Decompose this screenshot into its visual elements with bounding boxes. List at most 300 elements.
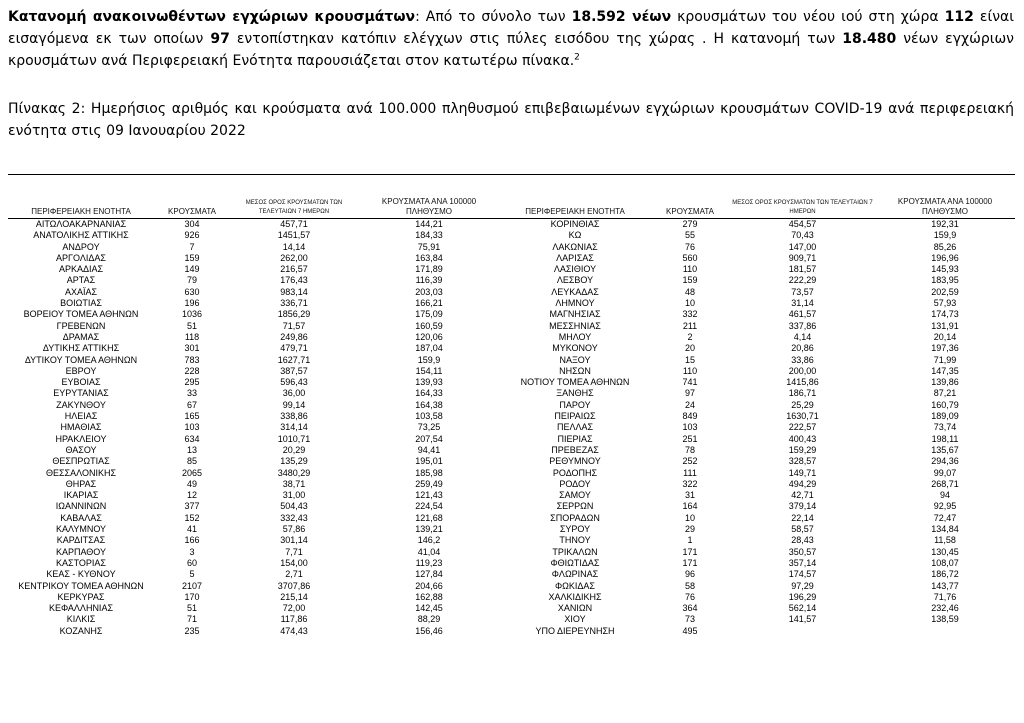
cell-right-cases: 10 (684, 298, 695, 309)
cell-left-region: ΘΕΣΠΡΩΤΙΑΣ (52, 456, 110, 467)
cell-right-per100k: 131,91 (931, 320, 959, 331)
table-row (8, 366, 1015, 377)
cell-left-avg7: 474,43 (280, 625, 308, 636)
cell-left-per100k: 103,58 (415, 411, 443, 422)
cell-right-cases: 159 (682, 275, 698, 286)
cell-left-region: ΘΗΡΑΣ (65, 478, 97, 489)
cell-right-region: ΝΟΤΙΟΥ ΤΟΜΕΑ ΑΘΗΝΩΝ (520, 377, 630, 388)
cell-left-region: ΚΑΛΥΜΝΟΥ (55, 524, 107, 535)
cell-right-region: ΝΑΞΟΥ (559, 354, 591, 365)
cell-left-per100k: 121,43 (415, 490, 443, 501)
cell-left-avg7: 1451,57 (277, 230, 311, 241)
cell-left-region: ΗΛΕΙΑΣ (64, 411, 98, 422)
cell-left-region: ΘΕΣΣΑΛΟΝΙΚΗΣ (45, 467, 117, 478)
cell-left-region: ΑΡΤΑΣ (66, 275, 96, 286)
cell-right-avg7: 25,29 (791, 399, 814, 410)
cell-left-per100k: 164,33 (415, 388, 443, 399)
cell-left-per100k: 116,39 (415, 275, 443, 286)
cell-right-avg7: 181,57 (788, 264, 817, 275)
cell-right-cases: 1 (687, 535, 693, 546)
intro-heading: Κατανομή ανακοινωθέντων εγχώριων κρουσμάτων (8, 9, 416, 25)
cell-left-avg7: 387,57 (280, 365, 308, 376)
cell-left-cases: 295 (184, 377, 200, 388)
cell-right-per100k: 108,07 (931, 557, 959, 568)
cell-left-per100k: 224,54 (415, 501, 443, 512)
cell-right-avg7: 141,57 (788, 614, 817, 625)
cell-right-region: ΚΩ (568, 230, 582, 241)
table-row (8, 321, 1015, 332)
cell-right-per100k: 192,31 (931, 219, 959, 229)
cell-right-region: ΜΗΛΟΥ (558, 331, 592, 342)
cell-right-per100k: 87,21 (933, 388, 957, 399)
cell-right-region: ΣΠΟΡΑΔΩΝ (550, 512, 600, 523)
domestic-cases: 18.480 (842, 31, 897, 47)
cell-right-cases: 110 (682, 365, 698, 376)
cell-right-avg7: 222,29 (788, 275, 817, 286)
cell-right-region: ΛΑΡΙΣΑΣ (556, 252, 594, 263)
table-row (8, 524, 1015, 535)
cell-right-per100k: 145,93 (931, 264, 959, 275)
cell-right-cases: 279 (682, 219, 698, 229)
cell-right-region: ΛΑΚΩΝΙΑΣ (552, 241, 598, 252)
cell-left-avg7: 314,14 (280, 422, 308, 433)
cell-left-cases: 2065 (181, 467, 203, 478)
gate-cases: 97 (210, 31, 230, 47)
cell-right-per100k: 147,35 (931, 365, 959, 376)
table-row (8, 513, 1015, 524)
cell-right-per100k: 186,72 (931, 569, 959, 580)
cell-right-region: ΣΥΡΟΥ (559, 524, 591, 535)
table-row (8, 287, 1015, 298)
cell-left-region: ΑΝΔΡΟΥ (62, 241, 100, 252)
cell-right-avg7: 33,86 (791, 354, 814, 365)
cell-left-cases: 926 (184, 230, 200, 241)
cell-left-per100k: 195,01 (415, 456, 443, 467)
table-row (8, 434, 1015, 445)
cell-right-region: ΣΕΡΡΩΝ (556, 501, 594, 512)
cell-left-per100k: 187,04 (415, 343, 443, 354)
cell-left-per100k: 88,29 (417, 614, 441, 625)
intro-text-1: Από το σύνολο των (419, 9, 572, 25)
cell-left-cases: 60 (186, 557, 197, 568)
table-row (8, 468, 1015, 479)
cell-right-per100k (875, 626, 1015, 637)
table-row (8, 535, 1015, 546)
cell-right-region: ΜΕΣΣΗΝΙΑΣ (549, 320, 601, 331)
cell-left-cases: 630 (184, 286, 200, 297)
cell-left-cases: 196 (184, 298, 200, 309)
cell-right-avg7: 461,57 (788, 309, 817, 320)
cell-right-cases: 252 (682, 456, 698, 467)
cell-left-cases: 377 (184, 501, 200, 512)
cell-right-region: ΡΟΔΟΥ (559, 478, 591, 489)
cell-right-region: ΝΗΣΩΝ (559, 365, 591, 376)
cell-right-cases: 741 (682, 377, 698, 388)
table-row (8, 388, 1015, 399)
cell-left-region: ΚΕΑΣ - ΚΥΘΝΟΥ (46, 569, 116, 580)
cell-right-cases: 171 (682, 557, 698, 568)
header-avg7-left: ΜΕΣΟΣ ΟΡΟΣ ΚΡΟΥΣΜΑΤΩΝ ΤΩΝ ΤΕΛΕΥΤΑΙΩΝ 7 ΗΜΕΡΩΝ (245, 200, 343, 215)
cell-left-cases: 1036 (181, 309, 203, 320)
cell-left-avg7: 504,43 (280, 501, 308, 512)
cell-right-region: ΠΡΕΒΕΖΑΣ (551, 444, 599, 455)
cell-right-per100k: 198,11 (931, 433, 959, 444)
cell-left-region: ΑΡΓΟΛΙΔΑΣ (56, 252, 106, 263)
cell-right-cases: 560 (682, 252, 698, 263)
cell-left-avg7: 38,71 (282, 478, 306, 489)
cell-right-cases: 29 (684, 524, 695, 535)
table-row (8, 626, 1015, 637)
cell-right-per100k: 232,46 (931, 603, 959, 614)
cases-table (8, 174, 1015, 637)
cell-left-avg7: 57,86 (282, 524, 306, 535)
cell-right-region: ΛΕΣΒΟΥ (556, 275, 594, 286)
table-row (8, 377, 1015, 388)
table-row (8, 253, 1015, 264)
cell-right-per100k: 174,73 (931, 309, 959, 320)
cell-right-avg7: 149,71 (788, 467, 817, 478)
cell-right-region: ΦΘΙΩΤΙΔΑΣ (550, 557, 600, 568)
cell-right-region: ΥΠΟ ΔΙΕΡΕΥΝΗΣΗ (535, 625, 615, 636)
cell-left-avg7: 301,14 (280, 535, 308, 546)
cell-left-avg7: 2,71 (285, 569, 303, 580)
cell-right-avg7: 222,57 (788, 422, 817, 433)
cell-right-avg7: 147,00 (788, 241, 817, 252)
cell-left-region: ΚΑΡΠΑΘΟΥ (55, 546, 107, 557)
cell-right-per100k: 99,07 (933, 467, 957, 478)
table-row (8, 332, 1015, 343)
cell-left-cases: 304 (184, 219, 200, 229)
cell-right-cases: 211 (682, 320, 698, 331)
table-row (8, 343, 1015, 354)
cell-right-region: ΧΑΝΙΩΝ (557, 603, 593, 614)
cell-right-cases: 48 (684, 286, 695, 297)
cell-right-avg7: 200,00 (788, 365, 817, 376)
cell-left-per100k: 146,2 (417, 535, 441, 546)
cell-left-region: ΗΡΑΚΛΕΙΟΥ (55, 433, 107, 444)
cell-left-cases: 5 (189, 569, 195, 580)
table-row (8, 422, 1015, 433)
cell-left-per100k: 163,84 (415, 252, 443, 263)
cell-right-per100k: 94 (939, 490, 950, 501)
header-region-left: ΠΕΡΙΦΕΡΕΙΑΚΗ ΕΝΟΤΗΤΑ (31, 207, 131, 216)
cell-left-cases: 149 (184, 264, 200, 275)
cell-left-avg7: 983,14 (280, 286, 308, 297)
cell-left-per100k: 75,91 (417, 241, 441, 252)
cell-left-region: ΔΡΑΜΑΣ (62, 331, 100, 342)
intro-text-4: εντοπίστηκαν κατόπιν ελέγχων στις πύλες εισόδου της χώρας . Η κατανομή των (229, 31, 843, 47)
table-row (8, 242, 1015, 253)
cell-left-region: ΒΟΙΩΤΙΑΣ (60, 298, 102, 309)
cell-right-cases: 24 (684, 399, 695, 410)
cell-left-avg7: 154,00 (280, 557, 308, 568)
cell-left-cases: 85 (186, 456, 197, 467)
table-row (8, 501, 1015, 512)
table-row (8, 355, 1015, 366)
cell-right-per100k: 85,26 (933, 241, 957, 252)
table-caption: Πίνακας 2: Ημερήσιος αριθμός και κρούσματα ανά 100.000 πληθυσμού επιβεβαιωμένων εγχώριων κρουσμάτων COVID-19 ανά περιφερειακή ενότητα στις 09 Ιανουαρίου 2022 (8, 101, 1014, 139)
cell-right-cases: 96 (684, 569, 695, 580)
cell-left-region: ΚΟΖΑΝΗΣ (59, 625, 103, 636)
cell-left-per100k: 154,11 (415, 365, 443, 376)
cell-right-avg7: 1415,86 (786, 377, 819, 388)
cell-left-avg7: 336,71 (280, 298, 308, 309)
table-row (8, 445, 1015, 456)
cell-right-per100k: 196,96 (931, 252, 959, 263)
cell-right-per100k: 57,93 (933, 298, 957, 309)
cell-right-cases: 332 (682, 309, 698, 320)
cell-left-avg7: 338,86 (280, 411, 308, 422)
cell-left-cases: 51 (186, 320, 197, 331)
cell-left-per100k: 120,06 (415, 331, 443, 342)
cell-left-avg7: 99,14 (282, 399, 306, 410)
intro-text-2: κρουσμάτων του νέου ιού στη χώρα (671, 9, 945, 25)
cell-right-avg7: 73,57 (791, 286, 814, 297)
cell-left-region: ΙΚΑΡΙΑΣ (63, 490, 99, 501)
cell-left-cases: 301 (184, 343, 200, 354)
cell-right-cases: 251 (682, 433, 698, 444)
cell-left-per100k: 164,38 (415, 399, 443, 410)
cell-left-per100k: 139,21 (415, 524, 443, 535)
cell-left-per100k: 171,89 (415, 264, 443, 275)
cell-left-region: ΚΙΛΚΙΣ (66, 614, 96, 625)
cell-left-cases: 166 (184, 535, 200, 546)
cell-right-cases: 10 (684, 512, 695, 523)
cell-right-per100k: 183,95 (931, 275, 959, 286)
cell-left-cases: 2107 (181, 580, 203, 591)
cell-right-cases: 76 (684, 241, 695, 252)
cell-right-per100k: 143,77 (931, 580, 959, 591)
cell-right-cases: 171 (682, 546, 698, 557)
cell-right-cases: 76 (684, 591, 695, 602)
cell-right-avg7: 337,86 (788, 320, 817, 331)
cell-right-cases: 58 (684, 580, 695, 591)
cell-right-region: ΡΕΘΥΜΝΟΥ (549, 456, 601, 467)
header-per100k-left: ΚΡΟΥΣΜΑΤΑ ΑΝΑ 100000 ΠΛΗΘΥΣΜΟ (381, 197, 477, 216)
cell-left-per100k: 207,54 (415, 433, 443, 444)
cell-left-per100k: 94,41 (417, 444, 441, 455)
cell-left-avg7: 216,57 (280, 264, 308, 275)
cell-right-avg7: 454,57 (788, 219, 817, 229)
cell-right-per100k: 189,09 (931, 411, 959, 422)
cell-left-avg7: 36,00 (282, 388, 306, 399)
cell-right-per100k: 130,45 (931, 546, 959, 557)
cell-left-cases: 79 (186, 275, 197, 286)
cell-left-cases: 118 (184, 331, 200, 342)
cell-right-per100k: 71,76 (933, 591, 957, 602)
cell-right-per100k: 159,9 (933, 230, 957, 241)
cell-left-cases: 170 (184, 591, 200, 602)
cell-right-per100k: 139,86 (931, 377, 959, 388)
table-row (8, 219, 1015, 230)
cell-right-region: ΦΛΩΡΙΝΑΣ (551, 569, 599, 580)
cell-right-avg7: 70,43 (791, 230, 814, 241)
table-row (8, 581, 1015, 592)
cell-right-cases: 78 (684, 444, 695, 455)
cell-left-cases: 634 (184, 433, 200, 444)
cell-right-avg7: 22,14 (791, 512, 814, 523)
cell-right-cases: 55 (684, 230, 695, 241)
table-row (8, 558, 1015, 569)
cell-right-avg7: 28,43 (791, 535, 814, 546)
table-header-row (8, 175, 1015, 219)
cell-left-avg7: 135,29 (280, 456, 308, 467)
cell-right-region: ΧΑΛΚΙΔΙΚΗΣ (548, 591, 602, 602)
cell-left-avg7: 215,14 (280, 591, 308, 602)
cell-left-region: ΔΥΤΙΚΗΣ ΑΤΤΙΚΗΣ (42, 343, 120, 354)
cell-right-cases: 20 (684, 343, 695, 354)
cell-right-cases: 73 (684, 614, 695, 625)
cell-right-region: ΞΑΝΘΗΣ (556, 388, 594, 399)
cell-right-region: ΧΙΟΥ (564, 614, 586, 625)
cell-right-avg7: 379,14 (788, 501, 817, 512)
intro-text-5: νέων εγχώριων κρουσμάτων ανά Περιφερειακή Ενότητα παρουσιάζεται στον κατωτέρω πίνακα. (8, 31, 1014, 69)
cell-left-per100k: 185,98 (415, 467, 443, 478)
cell-left-cases: 152 (184, 512, 200, 523)
cell-left-avg7: 72,00 (282, 603, 306, 614)
cell-right-avg7 (730, 626, 875, 637)
cell-left-cases: 783 (184, 354, 200, 365)
header-avg7-right: ΜΕΣΟΣ ΟΡΟΣ ΚΡΟΥΣΜΑΤΩΝ ΤΩΝ ΤΕΛΕΥΤΑΙΩΝ 7 ΗΜΕΡΩΝ (732, 200, 873, 215)
cell-right-region: ΦΩΚΙΔΑΣ (555, 580, 595, 591)
cell-right-cases: 15 (684, 354, 695, 365)
intro-colon: : (415, 9, 420, 25)
cell-left-per100k: 160,59 (415, 320, 443, 331)
table-row (8, 614, 1015, 625)
cell-left-region: ΑΙΤΩΛΟΑΚΑΡΝΑΝΙΑΣ (35, 219, 127, 229)
cell-right-per100k: 92,95 (933, 501, 957, 512)
cell-right-avg7: 1630,71 (786, 411, 819, 422)
cell-right-avg7: 494,29 (788, 478, 817, 489)
cell-right-cases: 31 (684, 490, 695, 501)
table-row (8, 592, 1015, 603)
intro-text-3: είναι εισαγόμενα εκ των οποίων (8, 9, 1014, 47)
cell-right-per100k: 135,67 (931, 444, 959, 455)
cell-right-per100k: 71,99 (933, 354, 957, 365)
cell-left-avg7: 596,43 (280, 377, 308, 388)
cell-right-avg7: 97,29 (791, 580, 814, 591)
cell-left-per100k: 73,25 (417, 422, 441, 433)
cell-left-cases: 49 (186, 478, 197, 489)
cell-left-avg7: 332,43 (280, 512, 308, 523)
imported-cases: 112 (944, 9, 974, 25)
header-cases-right: ΚΡΟΥΣΜΑΤΑ (666, 207, 714, 216)
cell-right-avg7: 909,71 (788, 252, 817, 263)
cell-left-region: ΔΥΤΙΚΟΥ ΤΟΜΕΑ ΑΘΗΝΩΝ (24, 354, 138, 365)
cell-right-per100k: 268,71 (931, 478, 959, 489)
cell-right-avg7: 4,14 (793, 331, 812, 342)
cell-right-region: ΡΟΔΟΠΗΣ (552, 467, 598, 478)
cell-left-per100k: 41,04 (417, 546, 441, 557)
cell-left-region: ΚΑΣΤΟΡΙΑΣ (56, 557, 106, 568)
cell-right-per100k: 202,59 (931, 286, 959, 297)
cell-left-per100k: 259,49 (415, 478, 443, 489)
cell-right-cases: 97 (684, 388, 695, 399)
cell-right-avg7: 42,71 (791, 490, 814, 501)
cell-left-per100k: 156,46 (415, 625, 443, 636)
cell-left-cases: 7 (189, 241, 195, 252)
cell-left-region: ΚΑΒΑΛΑΣ (60, 512, 102, 523)
cell-left-avg7: 176,43 (280, 275, 308, 286)
cell-right-per100k: 11,58 (934, 535, 956, 546)
cell-left-cases: 235 (184, 625, 200, 636)
cell-right-per100k: 73,74 (933, 422, 957, 433)
table-row (8, 264, 1015, 275)
cell-left-cases: 12 (186, 490, 197, 501)
cell-left-region: ΚΕΝΤΡΙΚΟΥ ΤΟΜΕΑ ΑΘΗΝΩΝ (18, 580, 144, 591)
table-row (8, 298, 1015, 309)
total-new-cases: 18.592 νέων (571, 9, 672, 25)
cell-left-cases: 51 (186, 603, 197, 614)
table-row (8, 309, 1015, 320)
table-body (8, 219, 1015, 637)
cell-right-region: ΠΕΛΛΑΣ (556, 422, 594, 433)
cell-left-avg7: 31,00 (282, 490, 306, 501)
cell-right-per100k: 197,36 (931, 343, 959, 354)
cell-right-region: ΛΗΜΝΟΥ (555, 298, 595, 309)
cell-right-region: ΜΑΓΝΗΣΙΑΣ (549, 309, 601, 320)
cell-left-region: ΑΧΑΪΑΣ (64, 286, 98, 297)
cell-left-region: ΗΜΑΘΙΑΣ (60, 422, 102, 433)
cell-left-region: ΚΕΦΑΛΛΗΝΙΑΣ (48, 603, 114, 614)
cell-left-cases: 228 (184, 365, 200, 376)
cell-left-avg7: 14,14 (282, 241, 306, 252)
cell-right-region: ΛΑΣΙΘΙΟΥ (553, 264, 597, 275)
cell-left-avg7: 262,00 (280, 252, 308, 263)
cell-right-per100k: 160,79 (931, 399, 959, 410)
footnote-marker: 2 (574, 52, 580, 63)
cell-left-per100k: 119,23 (415, 557, 443, 568)
cell-right-cases: 2 (687, 331, 693, 342)
cell-left-cases: 165 (184, 411, 200, 422)
cell-left-region: ΕΥΒΟΙΑΣ (61, 377, 101, 388)
cell-left-per100k: 162,88 (415, 591, 443, 602)
cell-right-per100k: 138,59 (931, 614, 959, 625)
cell-left-region: ΕΥΡΥΤΑΝΙΑΣ (53, 388, 109, 399)
cell-right-avg7: 20,86 (791, 343, 814, 354)
cell-right-cases: 111 (683, 467, 697, 478)
cell-left-per100k: 204,66 (415, 580, 443, 591)
cell-right-avg7: 196,29 (788, 591, 817, 602)
cell-left-cases: 103 (184, 422, 200, 433)
cell-left-region: ΑΝΑΤΟΛΙΚΗΣ ΑΤΤΙΚΗΣ (33, 230, 129, 241)
table-row (8, 400, 1015, 411)
cell-right-avg7: 174,57 (788, 569, 817, 580)
cell-right-region: ΛΕΥΚΑΔΑΣ (551, 286, 599, 297)
cell-left-avg7: 20,29 (282, 444, 306, 455)
cell-right-cases: 103 (682, 422, 698, 433)
table-row (8, 275, 1015, 286)
cell-left-avg7: 7,71 (285, 546, 303, 557)
table-row (8, 547, 1015, 558)
cell-left-per100k: 121,68 (415, 512, 443, 523)
cell-left-per100k: 144,21 (415, 219, 443, 229)
cell-right-region: ΠΙΕΡΙΑΣ (557, 433, 593, 444)
cell-right-region: ΤΡΙΚΑΛΩΝ (552, 546, 598, 557)
cell-left-cases: 3 (189, 546, 195, 557)
cell-right-per100k: 134,84 (931, 524, 959, 535)
cell-right-cases: 495 (682, 625, 698, 636)
cell-left-cases: 67 (186, 399, 197, 410)
table-row (8, 411, 1015, 422)
table-row (8, 569, 1015, 580)
cell-left-per100k: 175,09 (415, 309, 443, 320)
cell-left-avg7: 71,57 (282, 320, 306, 331)
cell-left-region: ΖΑΚΥΝΘΟΥ (56, 399, 106, 410)
cell-left-avg7: 3707,86 (277, 580, 311, 591)
cell-left-avg7: 249,86 (280, 331, 308, 342)
cell-left-avg7: 457,71 (280, 219, 308, 229)
